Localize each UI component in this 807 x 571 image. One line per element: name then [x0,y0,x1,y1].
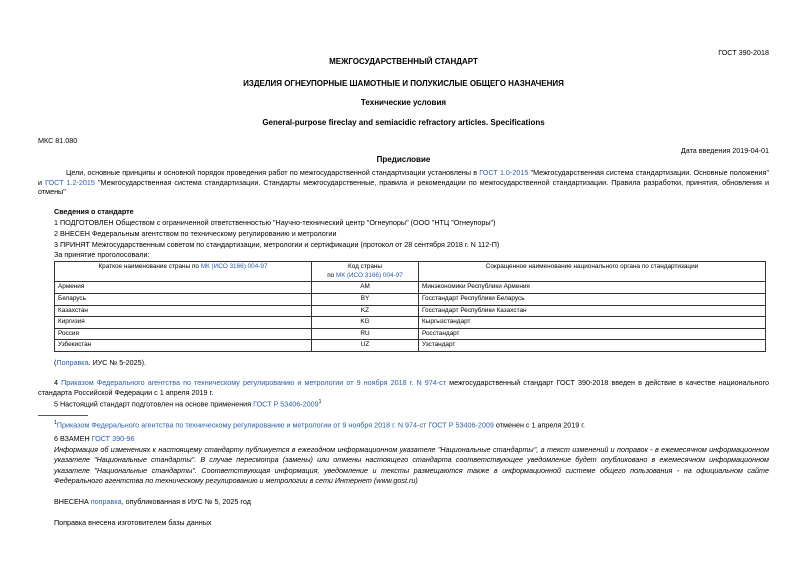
column-header-country [55,262,312,282]
order-link[interactable]: Приказом Федерального агентства по техническому регулированию и метрологии от 9 ноября 2018 г. N 974-ст [61,378,447,387]
gost-1-0-link[interactable]: ГОСТ 1.0-2015 [479,168,529,177]
header-text: Код страны [348,263,382,270]
body-cell: Госстандарт Республики Казахстан [419,305,766,317]
footnote-divider [38,415,88,416]
mk-iso-link[interactable]: МК (ИСО 3166) 004-97 [336,271,403,279]
amendment-introduced [54,497,251,507]
country-cell: Казахстан [55,305,312,317]
title-main: МЕЖГОСУДАРСТВЕННЫЙ СТАНДАРТ [329,57,478,66]
code-cell: KZ [312,305,419,317]
table-header-row [55,262,766,282]
info-heading: Сведения о стандарте [54,207,134,216]
code-cell: AM [312,282,419,294]
body-cell: Минэкономики Республики Армения [419,282,766,294]
column-header-body: Сокращенное наименование национального органа по стандартизации [419,262,766,282]
table-row [55,305,766,317]
header-text: Краткое наименование страны по [98,263,201,270]
amendment-link[interactable]: Поправка [56,358,89,367]
body-cell: Узстандарт [419,340,766,352]
info-italic-paragraph: Информация об изменениях к настоящему стандарту публикуется в ежегодном информационном указателе "Национальные стандарты", а текст изменений и поправок - в ежемесячном информационном указателе "Национальные стандарты". В случае пересмотра (замены) или отмены настоящего стандарта соответствующее уведомление будет опубликовано в ежемесячном информационном указателе "Национальные стандарты". Соответствующая информация, уведомление и тексты размещаются также в информационной системе общего пользования - на официальном сайте Федерального агентства по техническому регулированию и метрологии в сети Интернет (www.gost.ru) [54,445,769,486]
footnote-text: отменен с 1 апреля 2019 г. [493,420,585,430]
code-cell: KG [312,317,419,329]
foreword-heading: Предисловие [376,155,431,164]
item-4 [38,378,769,397]
paragraph-text: "Межгосударственная система стандартизации. Стандарты межгосударственные, правила и рекомендации по межгосударственной стандартизации. Правила разработки, принятия, обновления и отмены" [38,177,769,197]
table-row [55,293,766,305]
footnote-marker: 1 [318,399,322,405]
code-cell: UZ [312,340,419,352]
header-text: по [327,271,336,279]
body-cell: Росстандарт [419,328,766,340]
order-link[interactable]: Приказом Федерального агентства по техническому регулированию и метрологии от 9 ноября 2018 г. N 974-ст [56,420,427,430]
gost-r-53406-link[interactable]: ГОСТ Р 53406-2009 [428,420,494,430]
country-cell: Армения [55,282,312,294]
amendment-note [54,358,146,368]
mks-code: МКС 81.080 [38,136,78,145]
introduced-text: , опубликованная в ИУС № 5, 2025 год [121,497,251,506]
code-cell: RU [312,328,419,340]
title-english: General-purpose fireclay and semiacidic refractory articles. Specifications [262,118,545,127]
country-cell: Киргизия [55,317,312,329]
amendment-by-maker: Поправка внесена изготовителем базы данных [54,518,212,527]
gost-1-2-link[interactable]: ГОСТ 1.2-2015 [45,177,95,187]
country-cell: Узбекистан [55,340,312,352]
footnote [54,420,585,430]
title-sub: ИЗДЕЛИЯ ОГНЕУПОРНЫЕ ШАМОТНЫЕ И ПОЛУКИСЛЫЕ ОБЩЕГО НАЗНАЧЕНИЯ [243,79,564,88]
footnote-marker: 1 [54,420,57,426]
introduced-text: ВНЕСЕНА [54,497,91,506]
table-row [55,282,766,294]
item-6 [54,434,134,444]
introduction-date: Дата введения 2019-04-01 [680,146,769,155]
code-cell: BY [312,293,419,305]
gost-r-53406-link[interactable]: ГОСТ Р 53406-2009 [253,399,319,409]
paragraph-text: Цели, основные принципы и основной порядок проведения работ по межгосударственной стандартизации установлены в [66,168,480,177]
item-5 [54,399,321,409]
agreement-table [54,261,766,352]
country-cell: Россия [55,328,312,340]
paragraph-text: "Межгосударственная система стандартизации. Основные положения" и [38,168,769,187]
table-row [55,328,766,340]
title-spec: Технические условия [360,98,447,107]
foreword-paragraph [38,168,769,197]
amendment-text: . ИУС № 5-2025). [88,358,146,367]
item-text: 5 Настоящий стандарт подготовлен на основе применения [54,399,254,409]
item-text: межгосударственный стандарт ГОСТ 390-2018 введен в действие в качестве национального стандарта Российской Федерации с 1 апреля 2019 г. [38,378,769,397]
body-cell: Госстандарт Республики Беларусь [419,293,766,305]
amendment-link[interactable]: поправка [90,497,122,506]
item-text: 6 ВЗАМЕН [54,434,92,443]
body-cell: Кыргызстандарт [419,317,766,329]
table-row [55,340,766,352]
table-row [55,317,766,329]
amendment-text: ( [54,358,57,367]
gost-390-96-link[interactable]: ГОСТ 390-96 [91,434,135,443]
country-cell: Беларусь [55,293,312,305]
voted-label: За принятие проголосовали: [54,250,150,259]
column-header-code [312,262,419,282]
item-text: 4 [54,378,62,387]
doc-code: ГОСТ 390-2018 [718,48,769,57]
item-1: 1 ПОДГОТОВЛЕН Обществом с ограниченной ответственностью "Научно-технический центр "Огнеупоры" (ООО "НТЦ "Огнеупоры") [54,218,496,227]
item-3: 3 ПРИНЯТ Межгосударственным советом по стандартизации, метрологии и сертификации (протокол от 28 сентября 2018 г. N 112-П) [54,240,500,249]
mk-iso-link[interactable]: МК (ИСО 3166) 004-97 [200,263,268,270]
item-2: 2 ВНЕСЕН Федеральным агентством по техническому регулированию и метрологии [54,229,337,238]
